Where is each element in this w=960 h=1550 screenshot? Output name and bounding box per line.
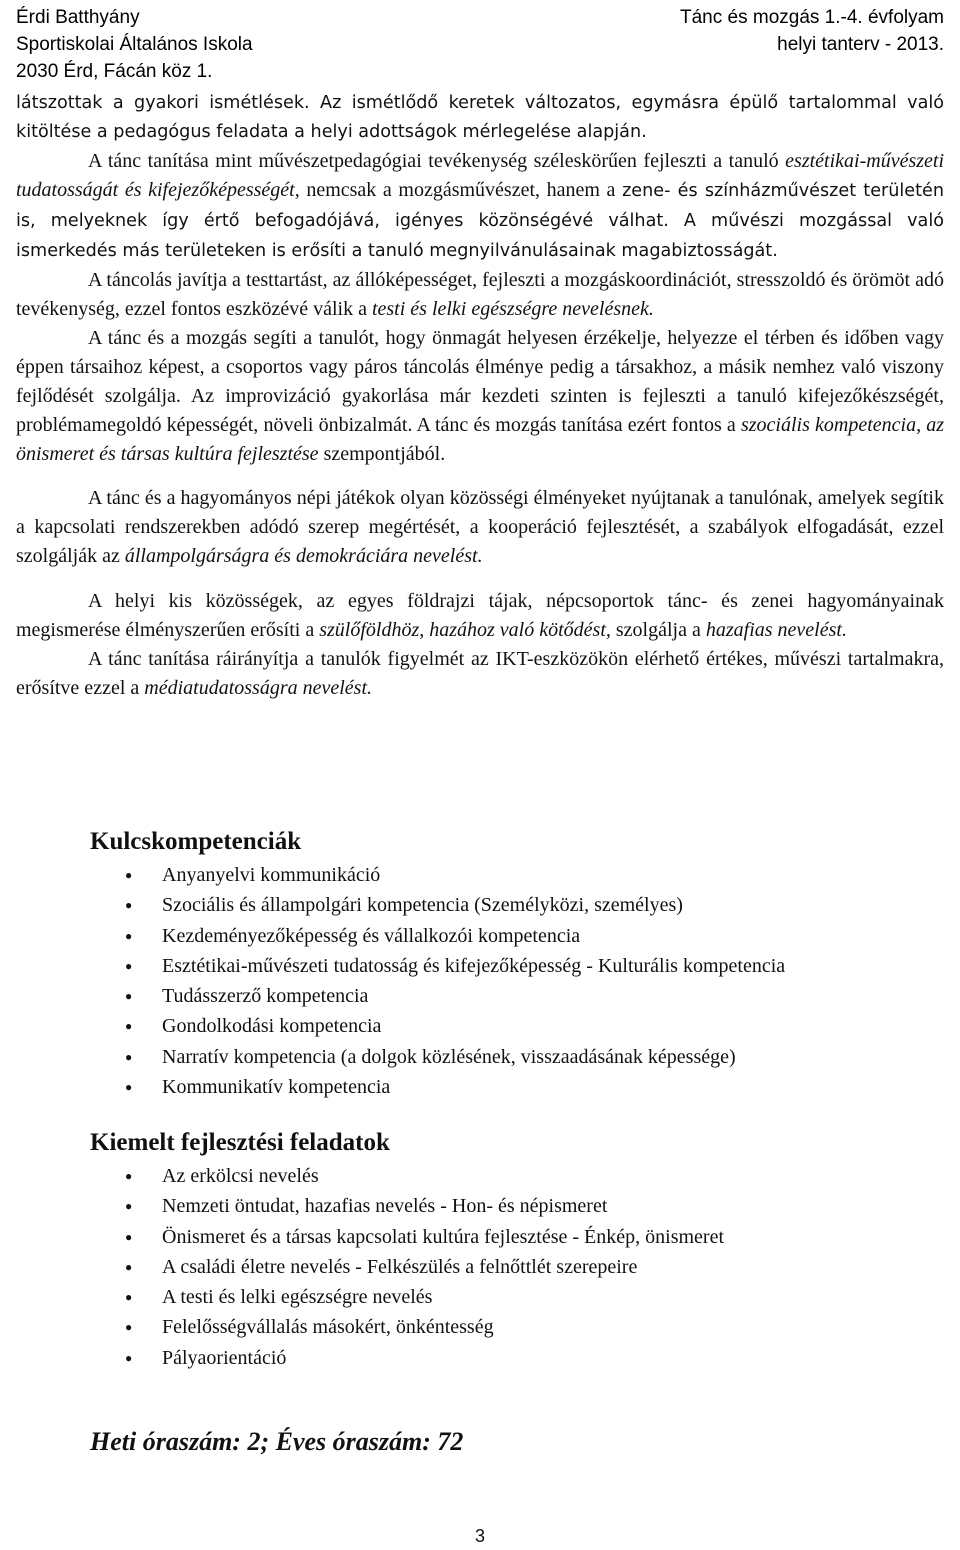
header-school-address: 2030 Érd, Fácán köz 1. xyxy=(16,61,213,82)
list-item: ● Esztétikai-művészeti tudatosság és kifejezőképesség - Kulturális kompetencia xyxy=(125,951,785,981)
list-item: ● Tudásszerző kompetencia xyxy=(125,981,785,1011)
paragraph-7: A tánc tanítása ráirányítja a tanulók figyelmét az IKT-eszközökön elérhető értékes, művészi tartalmakra, erősítve ezzel a médiatudatosságra nevelést. xyxy=(16,648,944,699)
paragraph-5: A tánc és a hagyományos népi játékok olyan közösségi élményeket nyújtanak a tanulónak, amelyek segítik a kapcsolati rendszerekben adódó szerep megértését, a kooperáció fejlesztését, a szabályok elfogadását, ezzel szolgálják az állampolgárságra és demokráciára nevelést. xyxy=(16,487,944,567)
header-school-name: Érdi Batthyány xyxy=(16,7,140,28)
page-number: 3 xyxy=(474,1526,485,1546)
list-item: ● A családi életre nevelés - Felkészülés a felnőttlét szerepeire xyxy=(125,1252,724,1282)
kiemelt-feladatok-heading: Kiemelt fejlesztési feladatok xyxy=(90,1129,390,1156)
list-item: ● Kezdeményezőképesség és vállalkozói kompetencia xyxy=(125,921,785,951)
kiemelt-feladatok-list xyxy=(125,1161,724,1373)
list-item: ● Anyanyelvi kommunikáció xyxy=(125,860,785,890)
kulcskompetenciak-heading: Kulcskompetenciák xyxy=(90,828,302,855)
header-school xyxy=(16,4,253,85)
header-subject: Tánc és mozgás 1.-4. évfolyam xyxy=(680,7,944,28)
body-text xyxy=(16,89,944,703)
paragraph-3: A táncolás javítja a testtartást, az állóképességet, fejleszti a mozgáskoordinációt, stresszoldó és örömöt adó tevékenység, ezzel fontos eszközévé válik a testi és lelki egészségre nevelésnek. xyxy=(16,269,944,320)
list-item: ● Narratív kompetencia (a dolgok közlésének, visszaadásának képessége) xyxy=(125,1042,785,1072)
list-item: ● Kommunikatív kompetencia xyxy=(125,1072,785,1102)
paragraph-1: látszottak a gyakori ismétlések. Az ismétlődő keretek változatos, egymásra épülő tartalommal való kitöltése a pedagógus feladata a helyi adottságok mérlegelése alapján. xyxy=(16,93,944,142)
list-item: ● Pályaorientáció xyxy=(125,1343,724,1373)
paragraph-4: A tánc és a mozgás segíti a tanulót, hogy önmagát helyesen érzékelje, helyezze el térben és időben vagy éppen társaihoz képest, a csoportos vagy páros táncolás élménye pedig a társakhoz, a másik nemhez való viszony fejlődését szolgálja. Az improvizáció gyakorlása már kezdeti szinten is fejleszti a tanuló kifejezőkészségét, problémamegoldó képességét, növeli önbizalmát. A tánc és mozgás tanítása ezért fontos a szociális kompetencia, az önismeret és társas kultúra fejlesztése szempontjából. xyxy=(16,327,945,465)
paragraph-2: A tánc tanítása mint művészetpedagógiai tevékenység széleskörűen fejleszti a tanuló esztétikai-művészeti tudatosságát és kifejezőképességét, nemcsak a mozgásművészet, hanem a zene- és színházművészet területén is, melyeknek így értő befogadójává, igényes közönségévé válhat. A művészi mozgással való ismerkedés más területeken is erősíti a tanuló megnyilvánulásainak magabiztosságát. xyxy=(16,150,945,261)
weekly-annual-hours: Heti óraszám: 2; Éves óraszám: 72 xyxy=(90,1427,464,1456)
list-item: ● Gondolkodási kompetencia xyxy=(125,1011,785,1041)
header-document xyxy=(680,4,944,58)
paragraph-6: A helyi kis közösségek, az egyes földrajzi tájak, népcsoportok tánc- és zenei hagyományainak megismerése élményszerűen erősíti a szülőföldhöz, hazához való kötődést, szolgálja a hazafias nevelést. xyxy=(16,590,944,641)
list-item: ● Felelősségvállalás másokért, önkéntesség xyxy=(125,1312,724,1342)
list-item: ● Az erkölcsi nevelés xyxy=(125,1161,724,1191)
list-item: ● Önismeret és a társas kapcsolati kultúra fejlesztése - Énkép, önismeret xyxy=(125,1222,724,1252)
header-school-type: Sportiskolai Általános Iskola xyxy=(16,34,253,55)
list-item: ● A testi és lelki egészségre nevelés xyxy=(125,1282,724,1312)
list-item: ● Nemzeti öntudat, hazafias nevelés - Hon- és népismeret xyxy=(125,1191,724,1221)
list-item: ● Szociális és állampolgári kompetencia (Személyközi, személyes) xyxy=(125,890,785,920)
header-curriculum: helyi tanterv - 2013. xyxy=(777,34,944,55)
kulcskompetenciak-list xyxy=(125,860,785,1102)
page-header xyxy=(16,4,944,86)
